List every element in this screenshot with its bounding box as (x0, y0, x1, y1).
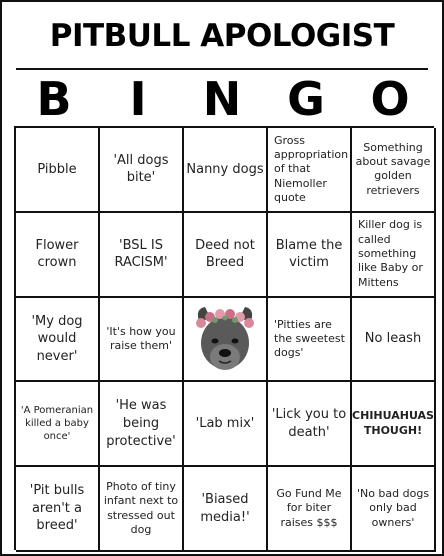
bingo-cell[interactable]: Gross appropriation of that Niemoller quote (268, 128, 352, 213)
bingo-letter-o: O (370, 72, 410, 126)
bingo-cell[interactable]: Nanny dogs (184, 128, 268, 213)
page-title: PITBULL APOLOGIST (49, 18, 395, 54)
bingo-letter-i: I (129, 72, 147, 126)
bingo-cell[interactable]: 'My dog would never' (16, 298, 100, 383)
bingo-cell[interactable]: Flower crown (16, 213, 100, 298)
bingo-cell[interactable]: 'BSL IS RACISM' (100, 213, 184, 298)
pitbull-flower-crown-icon (185, 299, 265, 379)
bingo-cell[interactable]: No leash (352, 298, 436, 383)
bingo-cell[interactable]: 'Biased media!' (184, 467, 268, 552)
bingo-cell[interactable]: Something about savage golden retrievers (352, 128, 436, 213)
bingo-cell[interactable]: 'It's how you raise them' (100, 298, 184, 383)
bingo-cell[interactable]: Killer dog is called something like Baby or Mittens (352, 213, 436, 298)
bingo-cell[interactable]: 'Lick you to death' (268, 382, 352, 467)
bingo-cell[interactable]: 'He was being protective' (100, 382, 184, 467)
bingo-cell[interactable]: Deed not Breed (184, 213, 268, 298)
bingo-cell[interactable]: Blame the victim (268, 213, 352, 298)
bingo-header (12, 72, 432, 126)
bingo-cell[interactable]: Go Fund Me for biter raises $$$ (268, 467, 352, 552)
bingo-cell[interactable]: 'Pitties are the sweetest dogs' (268, 298, 352, 383)
bingo-letter-g: G (287, 72, 325, 126)
bingo-grid (14, 126, 434, 550)
bingo-cell[interactable]: 'Lab mix' (184, 382, 268, 467)
bingo-cell[interactable]: 'A Pomeranian killed a baby once' (16, 382, 100, 467)
bingo-cell[interactable]: 'No bad dogs only bad owners' (352, 467, 436, 552)
bingo-cell[interactable]: CHIHUAHUAS THOUGH! (352, 382, 436, 467)
bingo-cell[interactable]: Photo of tiny infant next to stressed out dog (100, 467, 184, 552)
bingo-letter-n: N (202, 72, 242, 126)
bingo-cell[interactable]: 'Pit bulls aren't a breed' (16, 467, 100, 552)
free-space[interactable] (184, 298, 268, 383)
bingo-cell[interactable]: 'All dogs bite' (100, 128, 184, 213)
divider (16, 68, 428, 70)
bingo-cell[interactable]: Pibble (16, 128, 100, 213)
bingo-letter-b: B (36, 72, 72, 126)
